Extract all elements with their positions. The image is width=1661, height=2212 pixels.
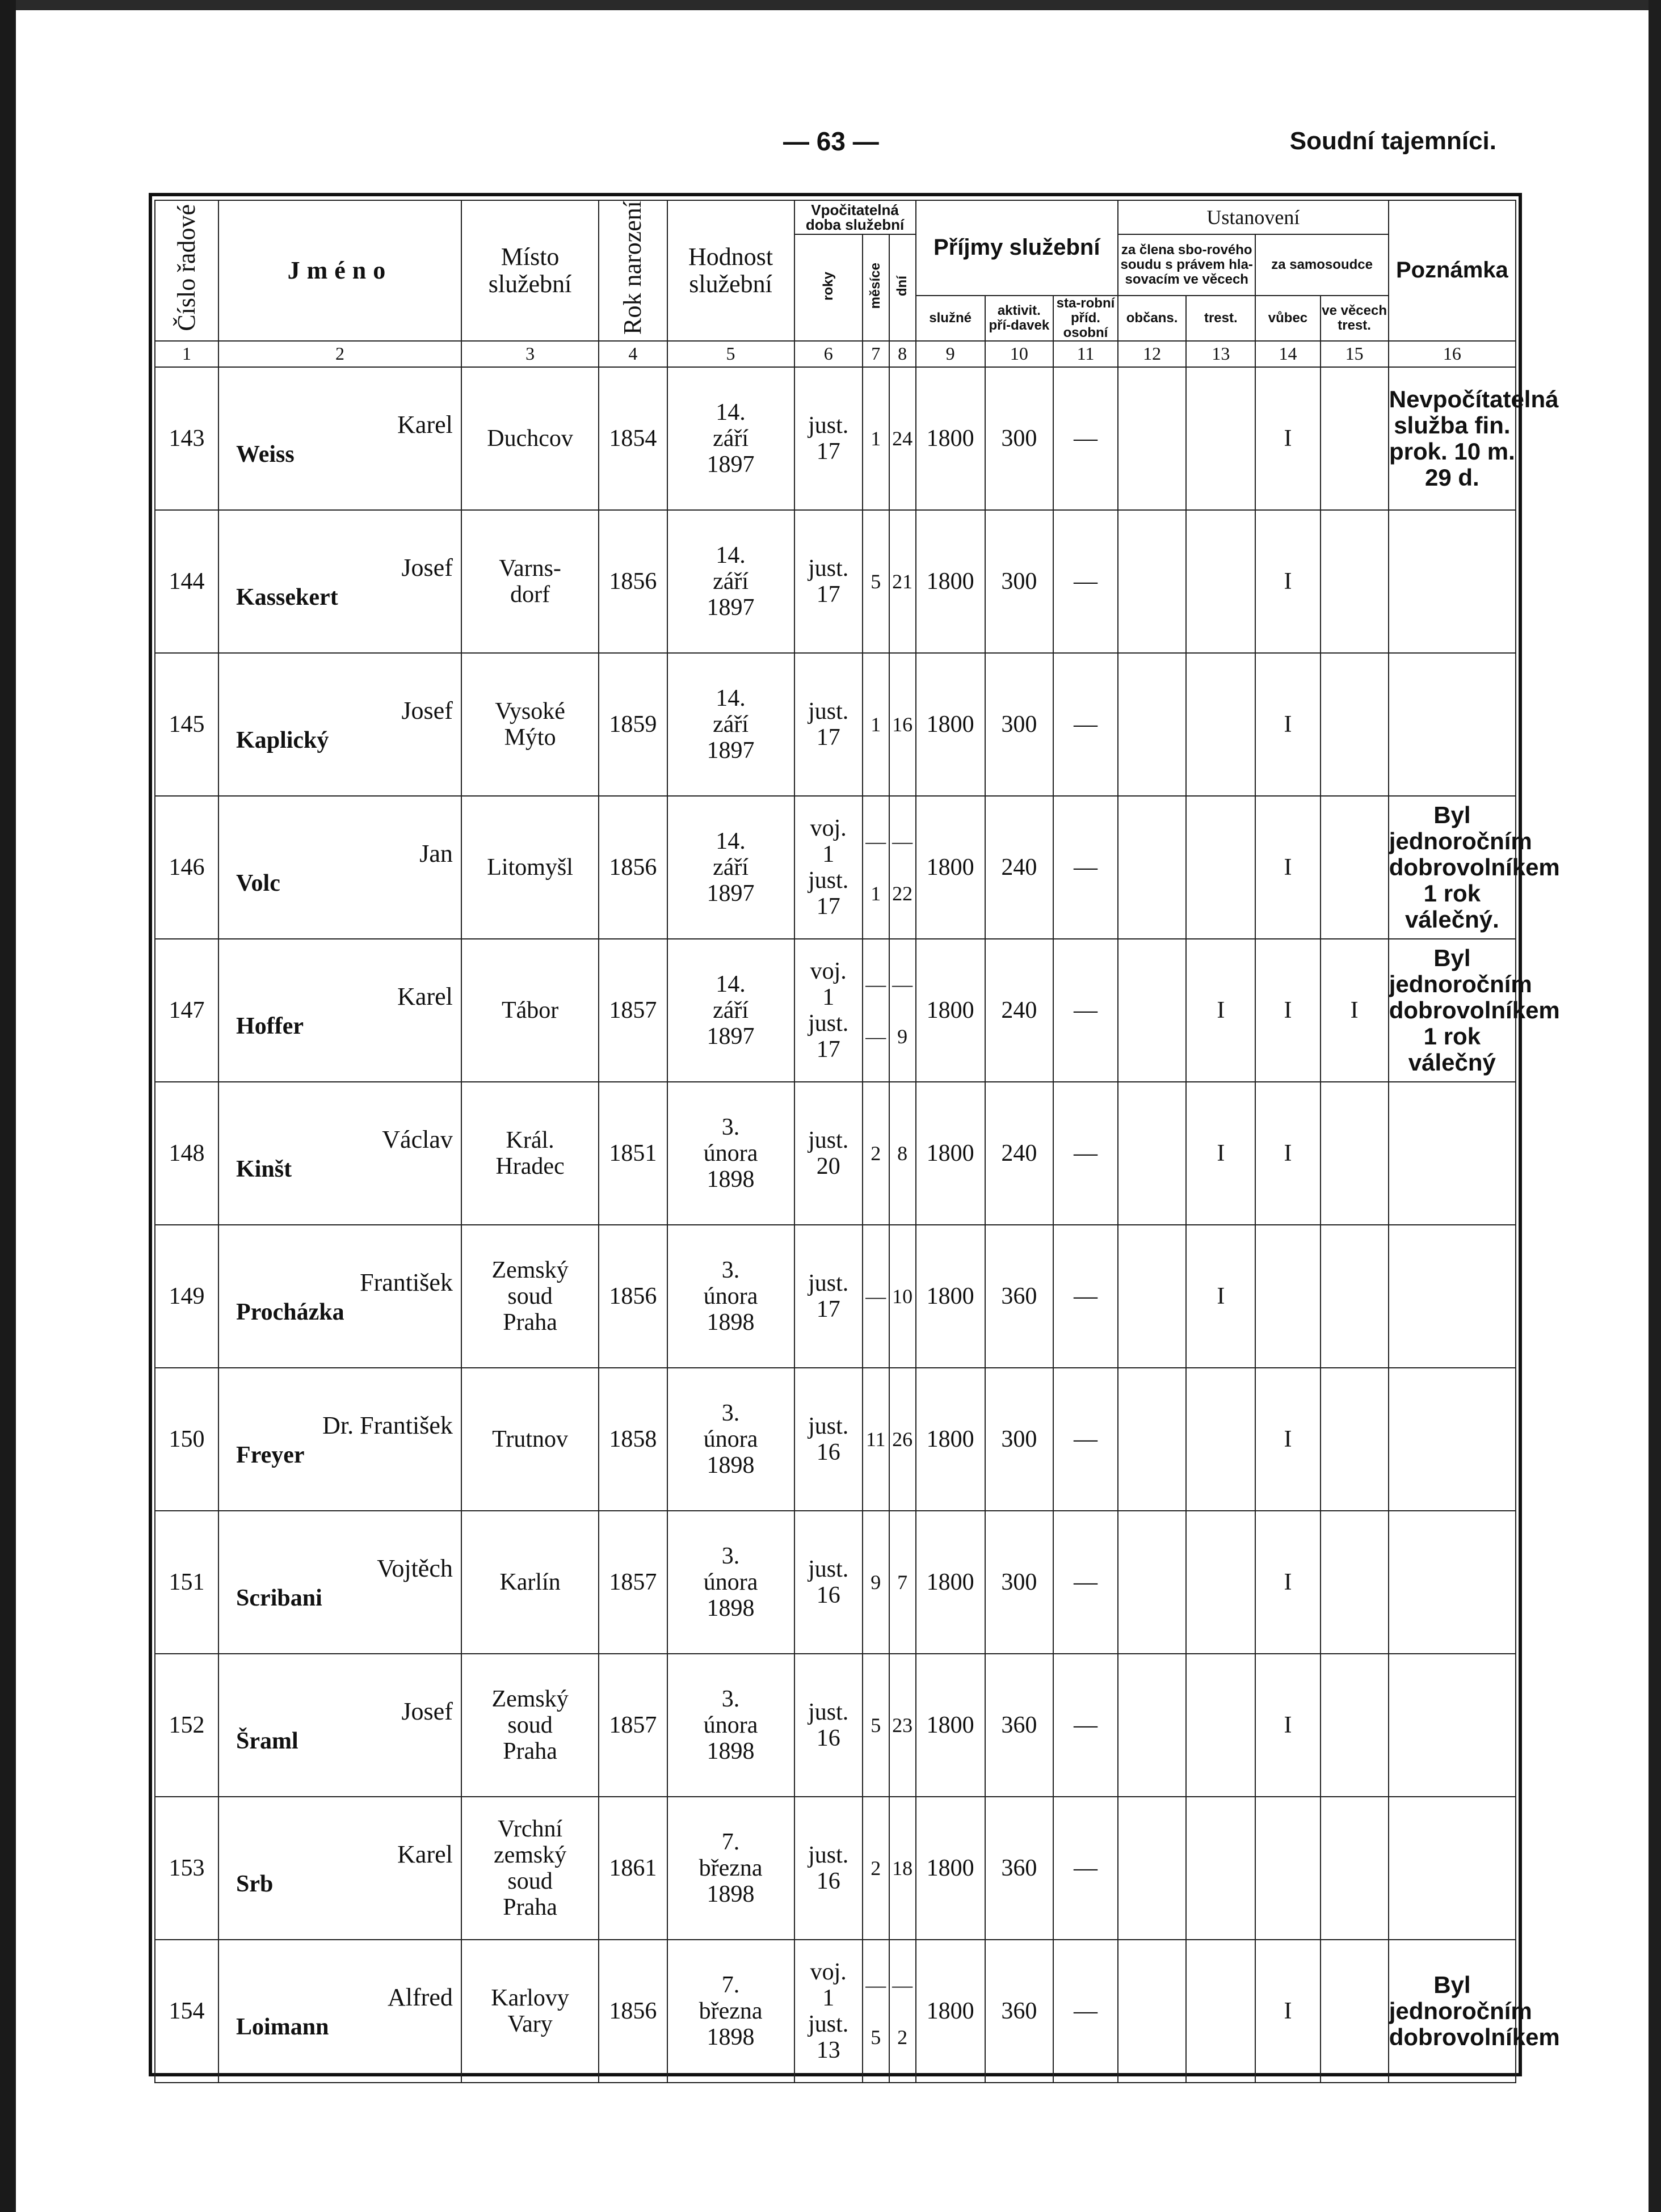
active-bonus: 300 — [985, 1368, 1053, 1511]
service-months: 5 — [863, 1654, 889, 1797]
salary: 1800 — [916, 1368, 985, 1511]
single-judge: I — [1255, 1368, 1320, 1511]
service-months: 5 — [863, 510, 889, 653]
civil-senate — [1118, 367, 1186, 510]
rank-date: 7. března 1898 — [667, 1940, 794, 2083]
active-bonus: 300 — [985, 367, 1053, 510]
service-place: Karlovy Vary — [461, 1940, 599, 2083]
single-judge-criminal — [1321, 1368, 1389, 1511]
col-header-active-bonus: aktivit. pří-davek — [985, 296, 1053, 341]
surname: Scribani — [236, 1585, 322, 1611]
service-years: just. 16 — [794, 1654, 863, 1797]
old-bonus: — — [1053, 1511, 1118, 1654]
single-judge-criminal — [1321, 796, 1389, 939]
salary: 1800 — [916, 1940, 985, 2083]
rank-date: 3. února 1898 — [667, 1511, 794, 1654]
birth-year: 1856 — [599, 1940, 667, 2083]
single-judge-criminal — [1321, 1082, 1389, 1225]
first-name: Jan — [419, 839, 453, 867]
column-number: 8 — [889, 341, 916, 367]
table-row — [155, 796, 1516, 939]
col-header-number: Číslo řadové — [155, 200, 218, 341]
column-number: 7 — [863, 341, 889, 367]
note: Nevpočítatelná služba fin. prok. 10 m. 29 d. — [1389, 367, 1516, 510]
old-bonus: — — [1053, 1940, 1118, 2083]
single-judge-criminal — [1321, 1797, 1389, 1940]
birth-year: 1861 — [599, 1797, 667, 1940]
surname: Kinšt — [236, 1156, 292, 1182]
column-number: 14 — [1255, 341, 1320, 367]
service-months: 1 — [863, 653, 889, 796]
row-number: 148 — [155, 1082, 218, 1225]
col-header-years: roky — [794, 234, 863, 341]
single-judge-criminal — [1321, 510, 1389, 653]
salary: 1800 — [916, 367, 985, 510]
surname: Srb — [236, 1870, 274, 1897]
table-row — [155, 1082, 1516, 1225]
criminal-senate — [1186, 1940, 1255, 2083]
civil-senate — [1118, 1368, 1186, 1511]
service-days: 21 — [889, 510, 916, 653]
rank-date: 3. února 1898 — [667, 1368, 794, 1511]
service-place: Duchcov — [461, 367, 599, 510]
birth-year: 1857 — [599, 939, 667, 1082]
civil-senate — [1118, 1654, 1186, 1797]
old-bonus: — — [1053, 510, 1118, 653]
table-row — [155, 1797, 1516, 1940]
service-years: just. 20 — [794, 1082, 863, 1225]
criminal-senate: I — [1186, 1082, 1255, 1225]
col-subgroup-senate: za člena sbo-rového soudu s právem hla-sovacím ve věcech — [1118, 234, 1255, 296]
first-name: Karel — [397, 410, 453, 439]
single-judge — [1255, 1797, 1320, 1940]
criminal-senate — [1186, 510, 1255, 653]
single-judge: I — [1255, 510, 1320, 653]
rank-date: 3. února 1898 — [667, 1225, 794, 1368]
criminal-senate — [1186, 1654, 1255, 1797]
col-header-place: Místo služební — [461, 200, 599, 341]
birth-year: 1857 — [599, 1511, 667, 1654]
single-judge-criminal — [1321, 1654, 1389, 1797]
birth-year: 1857 — [599, 1654, 667, 1797]
col-header-born: Rok narození — [599, 200, 667, 341]
service-months: — — [863, 1225, 889, 1368]
person-name — [218, 1511, 461, 1654]
old-bonus: — — [1053, 939, 1118, 1082]
rank-date: 14. září 1897 — [667, 796, 794, 939]
column-number: 4 — [599, 341, 667, 367]
service-days: 23 — [889, 1654, 916, 1797]
note — [1389, 1225, 1516, 1368]
active-bonus: 240 — [985, 939, 1053, 1082]
active-bonus: 360 — [985, 1225, 1053, 1368]
col-header-name: Jméno — [218, 200, 461, 341]
column-number: 2 — [218, 341, 461, 367]
criminal-senate: I — [1186, 939, 1255, 1082]
column-number: 1 — [155, 341, 218, 367]
column-number-row — [155, 341, 1516, 367]
surname: Freyer — [236, 1442, 305, 1468]
criminal-senate — [1186, 653, 1255, 796]
rank-date: 3. února 1898 — [667, 1082, 794, 1225]
service-years: just. 17 — [794, 653, 863, 796]
active-bonus: 240 — [985, 1082, 1053, 1225]
active-bonus: 360 — [985, 1654, 1053, 1797]
service-years: voj. 1 just. 17 — [794, 796, 863, 939]
active-bonus: 360 — [985, 1940, 1053, 2083]
service-years: just. 16 — [794, 1511, 863, 1654]
column-number: 3 — [461, 341, 599, 367]
single-judge: I — [1255, 1511, 1320, 1654]
col-group-appointment: Ustanovení — [1118, 200, 1389, 234]
page-title: Soudní tajemníci. — [1289, 127, 1496, 155]
criminal-senate: I — [1186, 1225, 1255, 1368]
single-judge: I — [1255, 367, 1320, 510]
row-number: 144 — [155, 510, 218, 653]
note: Byl jednoročním dobrovolníkem 1 rok válečný. — [1389, 796, 1516, 939]
col-header-note: Poznámka — [1389, 200, 1516, 341]
old-bonus: — — [1053, 1654, 1118, 1797]
service-years: just. 16 — [794, 1368, 863, 1511]
col-header-general: vůbec — [1255, 296, 1320, 341]
service-place: Král. Hradec — [461, 1082, 599, 1225]
service-days: 16 — [889, 653, 916, 796]
table-row — [155, 1654, 1516, 1797]
col-header-salary: služné — [916, 296, 985, 341]
first-name: Dr. František — [322, 1411, 453, 1439]
first-name: Vojtěch — [377, 1554, 453, 1582]
single-judge-criminal — [1321, 1225, 1389, 1368]
active-bonus: 240 — [985, 796, 1053, 939]
service-months: — — — [863, 939, 889, 1082]
birth-year: 1858 — [599, 1368, 667, 1511]
single-judge: I — [1255, 1940, 1320, 2083]
person-name — [218, 1654, 461, 1797]
salary: 1800 — [916, 653, 985, 796]
criminal-senate — [1186, 1511, 1255, 1654]
row-number: 150 — [155, 1368, 218, 1511]
person-name — [218, 367, 461, 510]
column-number: 15 — [1321, 341, 1389, 367]
birth-year: 1859 — [599, 653, 667, 796]
person-name — [218, 1368, 461, 1511]
rank-date: 14. září 1897 — [667, 510, 794, 653]
first-name: Josef — [401, 696, 453, 724]
scan-edge-left — [0, 0, 16, 2212]
note — [1389, 1797, 1516, 1940]
rank-date: 14. září 1897 — [667, 367, 794, 510]
person-name — [218, 939, 461, 1082]
rank-date: 14. září 1897 — [667, 653, 794, 796]
register-table — [154, 200, 1560, 2083]
row-number: 146 — [155, 796, 218, 939]
old-bonus: — — [1053, 1225, 1118, 1368]
note — [1389, 1511, 1516, 1654]
criminal-senate — [1186, 1797, 1255, 1940]
surname: Weiss — [236, 441, 295, 467]
row-number: 153 — [155, 1797, 218, 1940]
row-number: 147 — [155, 939, 218, 1082]
salary: 1800 — [916, 1082, 985, 1225]
old-bonus: — — [1053, 796, 1118, 939]
col-header-months: měsíce — [863, 234, 889, 341]
service-place: Zemský soud Praha — [461, 1225, 599, 1368]
service-place: Varns- dorf — [461, 510, 599, 653]
col-header-rank: Hodnost služební — [667, 200, 794, 341]
person-name — [218, 1940, 461, 2083]
person-name — [218, 796, 461, 939]
civil-senate — [1118, 1225, 1186, 1368]
service-days: — 2 — [889, 1940, 916, 2083]
salary: 1800 — [916, 1654, 985, 1797]
active-bonus: 300 — [985, 653, 1053, 796]
active-bonus: 360 — [985, 1797, 1053, 1940]
col-header-criminal: trest. — [1186, 296, 1255, 341]
single-judge: I — [1255, 939, 1320, 1082]
service-months: — 1 — [863, 796, 889, 939]
person-name — [218, 1797, 461, 1940]
service-place: Trutnov — [461, 1368, 599, 1511]
service-days: 24 — [889, 367, 916, 510]
scan-edge-top — [0, 0, 1661, 10]
single-judge: I — [1255, 796, 1320, 939]
note — [1389, 1368, 1516, 1511]
rank-date: 7. března 1898 — [667, 1797, 794, 1940]
table-row — [155, 1225, 1516, 1368]
single-judge-criminal — [1321, 653, 1389, 796]
service-days: 18 — [889, 1797, 916, 1940]
person-name — [218, 1082, 461, 1225]
table-row — [155, 653, 1516, 796]
birth-year: 1851 — [599, 1082, 667, 1225]
column-number: 10 — [985, 341, 1053, 367]
service-days: — 9 — [889, 939, 916, 1082]
row-number: 151 — [155, 1511, 218, 1654]
note: Byl jednoročním dobrovolníkem — [1389, 1940, 1516, 2083]
single-judge-criminal — [1321, 1511, 1389, 1654]
column-number: 11 — [1053, 341, 1118, 367]
single-judge: I — [1255, 1082, 1320, 1225]
row-number: 152 — [155, 1654, 218, 1797]
surname: Volc — [236, 870, 280, 896]
service-months: 11 — [863, 1368, 889, 1511]
criminal-senate — [1186, 1368, 1255, 1511]
service-place: Litomyšl — [461, 796, 599, 939]
page-number: — 63 — — [783, 127, 879, 156]
salary: 1800 — [916, 1797, 985, 1940]
service-days: 10 — [889, 1225, 916, 1368]
service-months: 2 — [863, 1797, 889, 1940]
active-bonus: 300 — [985, 510, 1053, 653]
service-months: 2 — [863, 1082, 889, 1225]
service-years: just. 17 — [794, 367, 863, 510]
birth-year: 1856 — [599, 1225, 667, 1368]
col-subgroup-single-judge: za samosoudce — [1255, 234, 1388, 296]
old-bonus: — — [1053, 367, 1118, 510]
rank-date: 14. září 1897 — [667, 939, 794, 1082]
salary: 1800 — [916, 1511, 985, 1654]
civil-senate — [1118, 939, 1186, 1082]
table-row — [155, 939, 1516, 1082]
civil-senate — [1118, 796, 1186, 939]
column-number: 9 — [916, 341, 985, 367]
salary: 1800 — [916, 796, 985, 939]
service-years: voj. 1 just. 17 — [794, 939, 863, 1082]
col-header-days: dní — [889, 234, 916, 341]
service-months: 1 — [863, 367, 889, 510]
col-header-criminal-matters: ve věcech trest. — [1321, 296, 1389, 341]
col-header-civil: občans. — [1118, 296, 1186, 341]
table-row — [155, 1511, 1516, 1654]
first-name: Josef — [401, 1697, 453, 1725]
service-place: Vysoké Mýto — [461, 653, 599, 796]
criminal-senate — [1186, 367, 1255, 510]
service-place: Tábor — [461, 939, 599, 1082]
first-name: Karel — [397, 1840, 453, 1868]
column-number: 13 — [1186, 341, 1255, 367]
row-number: 154 — [155, 1940, 218, 2083]
first-name: Josef — [401, 553, 453, 582]
note — [1389, 1654, 1516, 1797]
note — [1389, 510, 1516, 653]
person-name — [218, 1225, 461, 1368]
birth-year: 1856 — [599, 510, 667, 653]
person-name — [218, 653, 461, 796]
surname: Kaplický — [236, 727, 329, 753]
old-bonus: — — [1053, 1368, 1118, 1511]
service-months: — 5 — [863, 1940, 889, 2083]
birth-year: 1856 — [599, 796, 667, 939]
surname: Kassekert — [236, 584, 338, 610]
service-years: voj. 1 just. 13 — [794, 1940, 863, 2083]
first-name: Alfred — [388, 1983, 453, 2011]
service-years: just. 16 — [794, 1797, 863, 1940]
row-number: 145 — [155, 653, 218, 796]
birth-year: 1854 — [599, 367, 667, 510]
column-number: 5 — [667, 341, 794, 367]
single-judge-criminal — [1321, 367, 1389, 510]
single-judge: I — [1255, 1654, 1320, 1797]
salary: 1800 — [916, 510, 985, 653]
first-name: Karel — [397, 982, 453, 1010]
table-row — [155, 510, 1516, 653]
note — [1389, 1082, 1516, 1225]
first-name: František — [360, 1268, 453, 1296]
old-bonus: — — [1053, 1082, 1118, 1225]
service-years: just. 17 — [794, 510, 863, 653]
table-row — [155, 1368, 1516, 1511]
note — [1389, 653, 1516, 796]
civil-senate — [1118, 510, 1186, 653]
old-bonus: — — [1053, 653, 1118, 796]
person-name — [218, 510, 461, 653]
single-judge-criminal — [1321, 1940, 1389, 2083]
civil-senate — [1118, 653, 1186, 796]
first-name: Václav — [382, 1125, 453, 1153]
row-number: 149 — [155, 1225, 218, 1368]
table-row — [155, 367, 1516, 510]
surname: Loimann — [236, 2013, 329, 2040]
single-judge: I — [1255, 653, 1320, 796]
rank-date: 3. února 1898 — [667, 1654, 794, 1797]
civil-senate — [1118, 1511, 1186, 1654]
old-bonus: — — [1053, 1797, 1118, 1940]
col-group-service-time: Vpočitatelná doba služební — [794, 200, 916, 234]
service-days: 26 — [889, 1368, 916, 1511]
civil-senate — [1118, 1940, 1186, 2083]
single-judge-criminal: I — [1321, 939, 1389, 1082]
civil-senate — [1118, 1797, 1186, 1940]
salary: 1800 — [916, 1225, 985, 1368]
service-days: 8 — [889, 1082, 916, 1225]
row-number: 143 — [155, 367, 218, 510]
single-judge — [1255, 1225, 1320, 1368]
service-place: Zemský soud Praha — [461, 1654, 599, 1797]
col-group-income: Příjmy služební — [916, 200, 1118, 296]
col-header-old-bonus: sta-robní příd. osobní — [1053, 296, 1118, 341]
surname: Hoffer — [236, 1013, 304, 1039]
column-number: 6 — [794, 341, 863, 367]
salary: 1800 — [916, 939, 985, 1082]
column-number: 12 — [1118, 341, 1186, 367]
criminal-senate — [1186, 796, 1255, 939]
service-years: just. 17 — [794, 1225, 863, 1368]
surname: Procházka — [236, 1299, 344, 1325]
service-days: 7 — [889, 1511, 916, 1654]
scan-edge-right — [1649, 0, 1661, 2212]
surname: Šraml — [236, 1728, 298, 1754]
column-number: 16 — [1389, 341, 1516, 367]
civil-senate — [1118, 1082, 1186, 1225]
active-bonus: 300 — [985, 1511, 1053, 1654]
service-days: — 22 — [889, 796, 916, 939]
service-place: Vrchní zemský soud Praha — [461, 1797, 599, 1940]
service-months: 9 — [863, 1511, 889, 1654]
table-row — [155, 1940, 1516, 2083]
note: Byl jednoročním dobrovolníkem 1 rok válečný — [1389, 939, 1516, 1082]
service-place: Karlín — [461, 1511, 599, 1654]
